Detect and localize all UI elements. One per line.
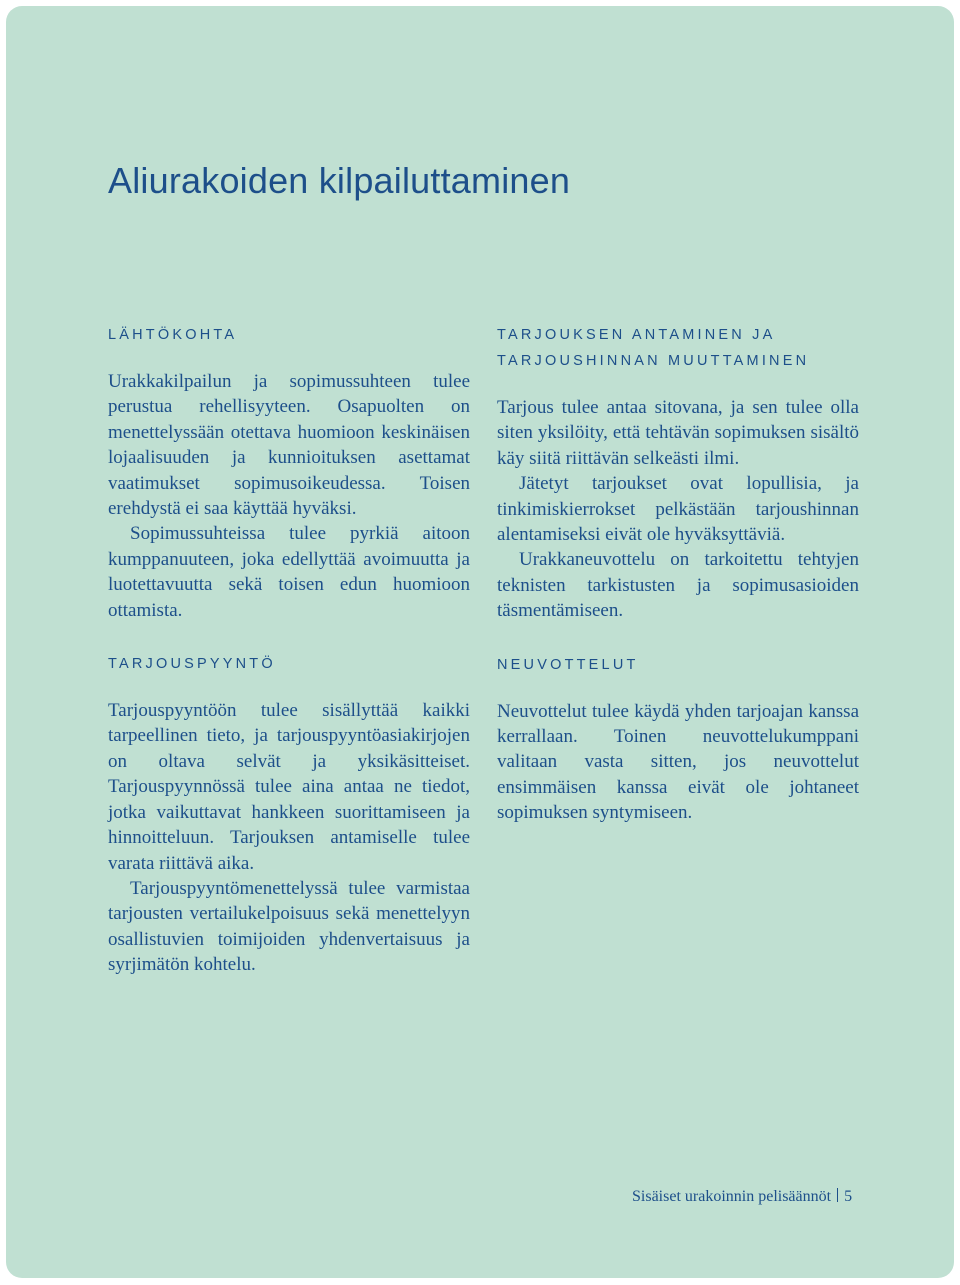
- paragraph-tarjous-1: Tarjous tulee antaa sitovana, ja sen tulee olla siten yksilöity, että tehtävän sopimuksen sisältö käy siitä riittävän selkeästi ilmi.: [497, 397, 859, 469]
- paragraph-tarjouspyynto-2: Tarjouspyyntömenettelyssä tulee varmistaa tarjousten vertailukelpoisuus sekä menettelyyn osallistuvien toimijoiden yhdenvertaisuus ja syrjimätön kohtelu.: [108, 877, 470, 976]
- page-title: Aliurakoiden kilpailuttaminen: [108, 160, 571, 201]
- heading-line-1: TARJOUKSEN ANTAMINEN JA: [497, 327, 776, 343]
- left-column: [108, 322, 470, 978]
- page-number: 5: [844, 1188, 853, 1205]
- right-column: [497, 322, 859, 826]
- paragraph-neuvottelut-1: Neuvottelut tulee käydä yhden tarjoajan kanssa kerrallaan. Toinen neuvottelukumppani valitaan vasta sitten, jos neuvottelut ensimmäisen kanssa eivät ole johtaneet sopimuksen syntymiseen.: [497, 700, 859, 824]
- paragraph-lahtokohta-2: Sopimussuhteissa tulee pyrkiä aitoon kumppanuuteen, joka edellyttää avoimuutta ja luotettavuutta sekä toisen edun huomioon ottamista.: [108, 523, 470, 621]
- page-footer: [632, 1188, 852, 1206]
- heading-line-2: TARJOUSHINNAN MUUTTAMINEN: [497, 353, 810, 369]
- heading-tarjouspyynto: TARJOUSPYYNTÖ: [108, 656, 276, 673]
- paragraph-lahtokohta-1: Urakkakilpailun ja sopimussuhteen tulee perustua rehellisyyteen. Osapuolten on menettelyssään otettava huomioon keskinäisen lojaalisuuden ja kunnioituksen asettamat vaatimukset sopimusoikeudessa. Toisen erehdystä ei saa käyttää hyväksi.: [108, 371, 470, 520]
- paragraph-tarjous-2: Jätetyt tarjoukset ovat lopullisia, ja tinkimiskierrokset pelkästään tarjoushinnan alentamiseksi eivät ole hyväksyttäviä.: [497, 473, 859, 546]
- paragraph-tarjouspyynto-1: Tarjouspyyntöön tulee sisällyttää kaikki tarpeellinen tieto, ja tarjouspyyntöasiakirjojen on oltava selvät ja yksikäsitteiset. Tarjouspyynnössä tulee aina antaa ne tiedot, jotka vaikuttavat hankkeen suorittamiseen ja hinnoitteluun. Tarjouksen antamiselle tulee varata riittävä aika.: [108, 700, 470, 874]
- paragraph-tarjous-3: Urakkaneuvottelu on tarkoitettu tehtyjen teknisten tarkistusten ja sopimusasioiden täsmentämiseen.: [497, 549, 859, 622]
- heading-neuvottelut: NEUVOTTELUT: [497, 656, 639, 673]
- footer-separator: [837, 1188, 838, 1202]
- heading-tarjouksen-antaminen: [497, 322, 859, 374]
- footer-title: Sisäiset urakoinnin pelisäännöt: [632, 1188, 832, 1205]
- heading-lahtokohta: LÄHTÖKOHTA: [108, 327, 238, 343]
